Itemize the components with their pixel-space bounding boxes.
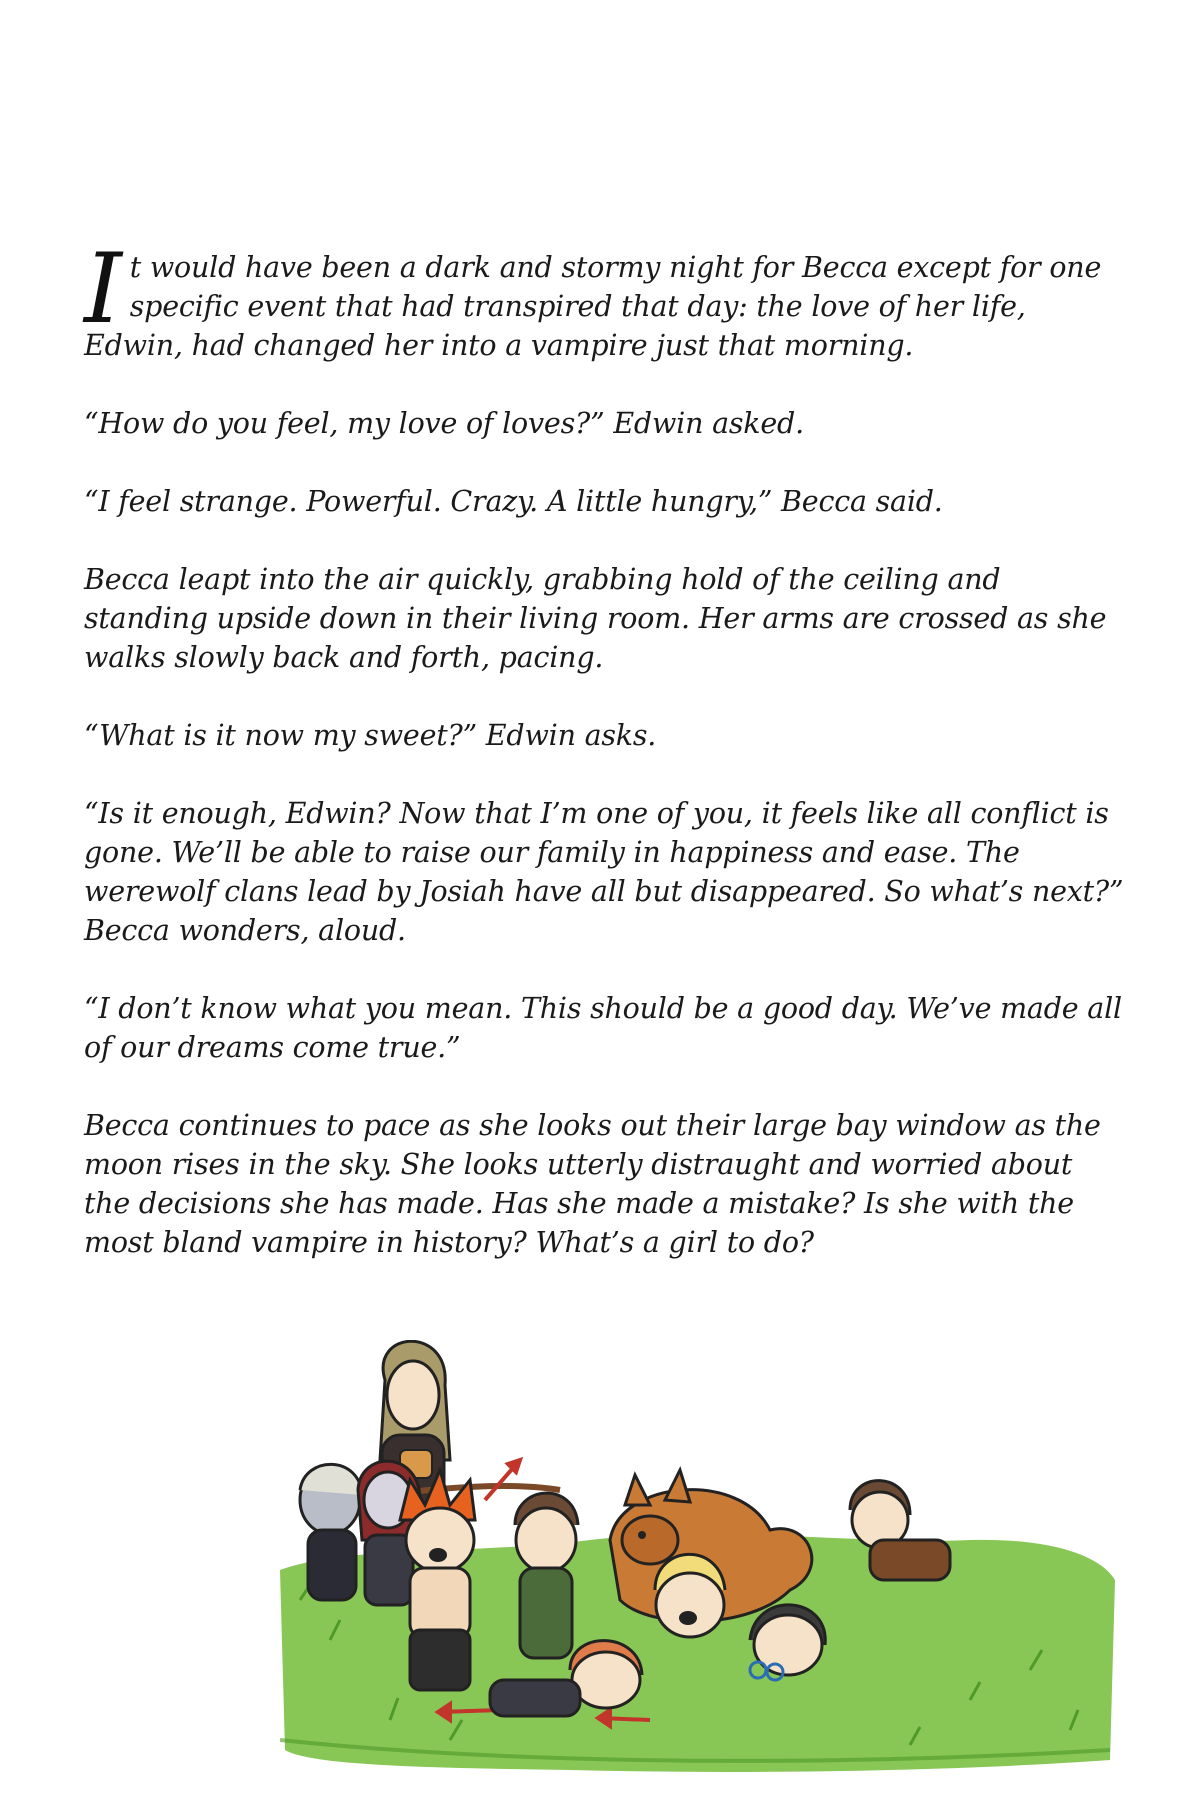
paragraph-4: Becca leapt into the air quickly, grabbing hold of the ceiling and standing upside down in their living room. Her arms are crossed as she walks slowly back and forth, pacing. <box>84 563 1107 674</box>
cartoon-scene-image <box>270 1340 1120 1780</box>
blonde-elf-character <box>655 1554 725 1637</box>
paragraph-3: “I feel strange. Powerful. Crazy. A little hungry,” Becca said. <box>84 485 943 518</box>
paragraph-1 <box>84 233 1124 365</box>
paragraph-6: “Is it enough, Edwin? Now that I’m one of you, it feels like all conflict is gone. We’ll be able to raise our family in happiness and ease. The werewolf clans lead by Josiah have all but disappeared. So what’s next?” Becca wonders, aloud. <box>84 797 1124 947</box>
paragraph-5: “What is it now my sweet?” Edwin asks. <box>84 719 657 752</box>
story-text <box>84 233 1124 1301</box>
paragraph-8: Becca continues to pace as she looks out their large bay window as the moon rises in the sky. She looks utterly distraught and worried about the decisions she has made. Has she made a mistake? Is she with the most bland vampire in history? What’s a girl to do? <box>84 1109 1101 1259</box>
drop-cap: I <box>84 233 122 345</box>
paragraph-7: “I don’t know what you mean. This should be a good day. We’ve made all of our dreams come true.” <box>84 992 1122 1064</box>
silver-haired-character <box>300 1464 362 1600</box>
paragraph-1-text: t would have been a dark and stormy night for Becca except for one specific event that had transpired that day: the love of her life, Edwin, had changed her into a vampire just that morning. <box>84 251 1102 362</box>
orange-haired-character <box>400 1470 475 1690</box>
brown-haired-character <box>515 1493 578 1658</box>
paragraph-2: “How do you feel, my love of loves?” Edwin asked. <box>84 407 804 440</box>
characters-illustration <box>270 1340 1120 1780</box>
